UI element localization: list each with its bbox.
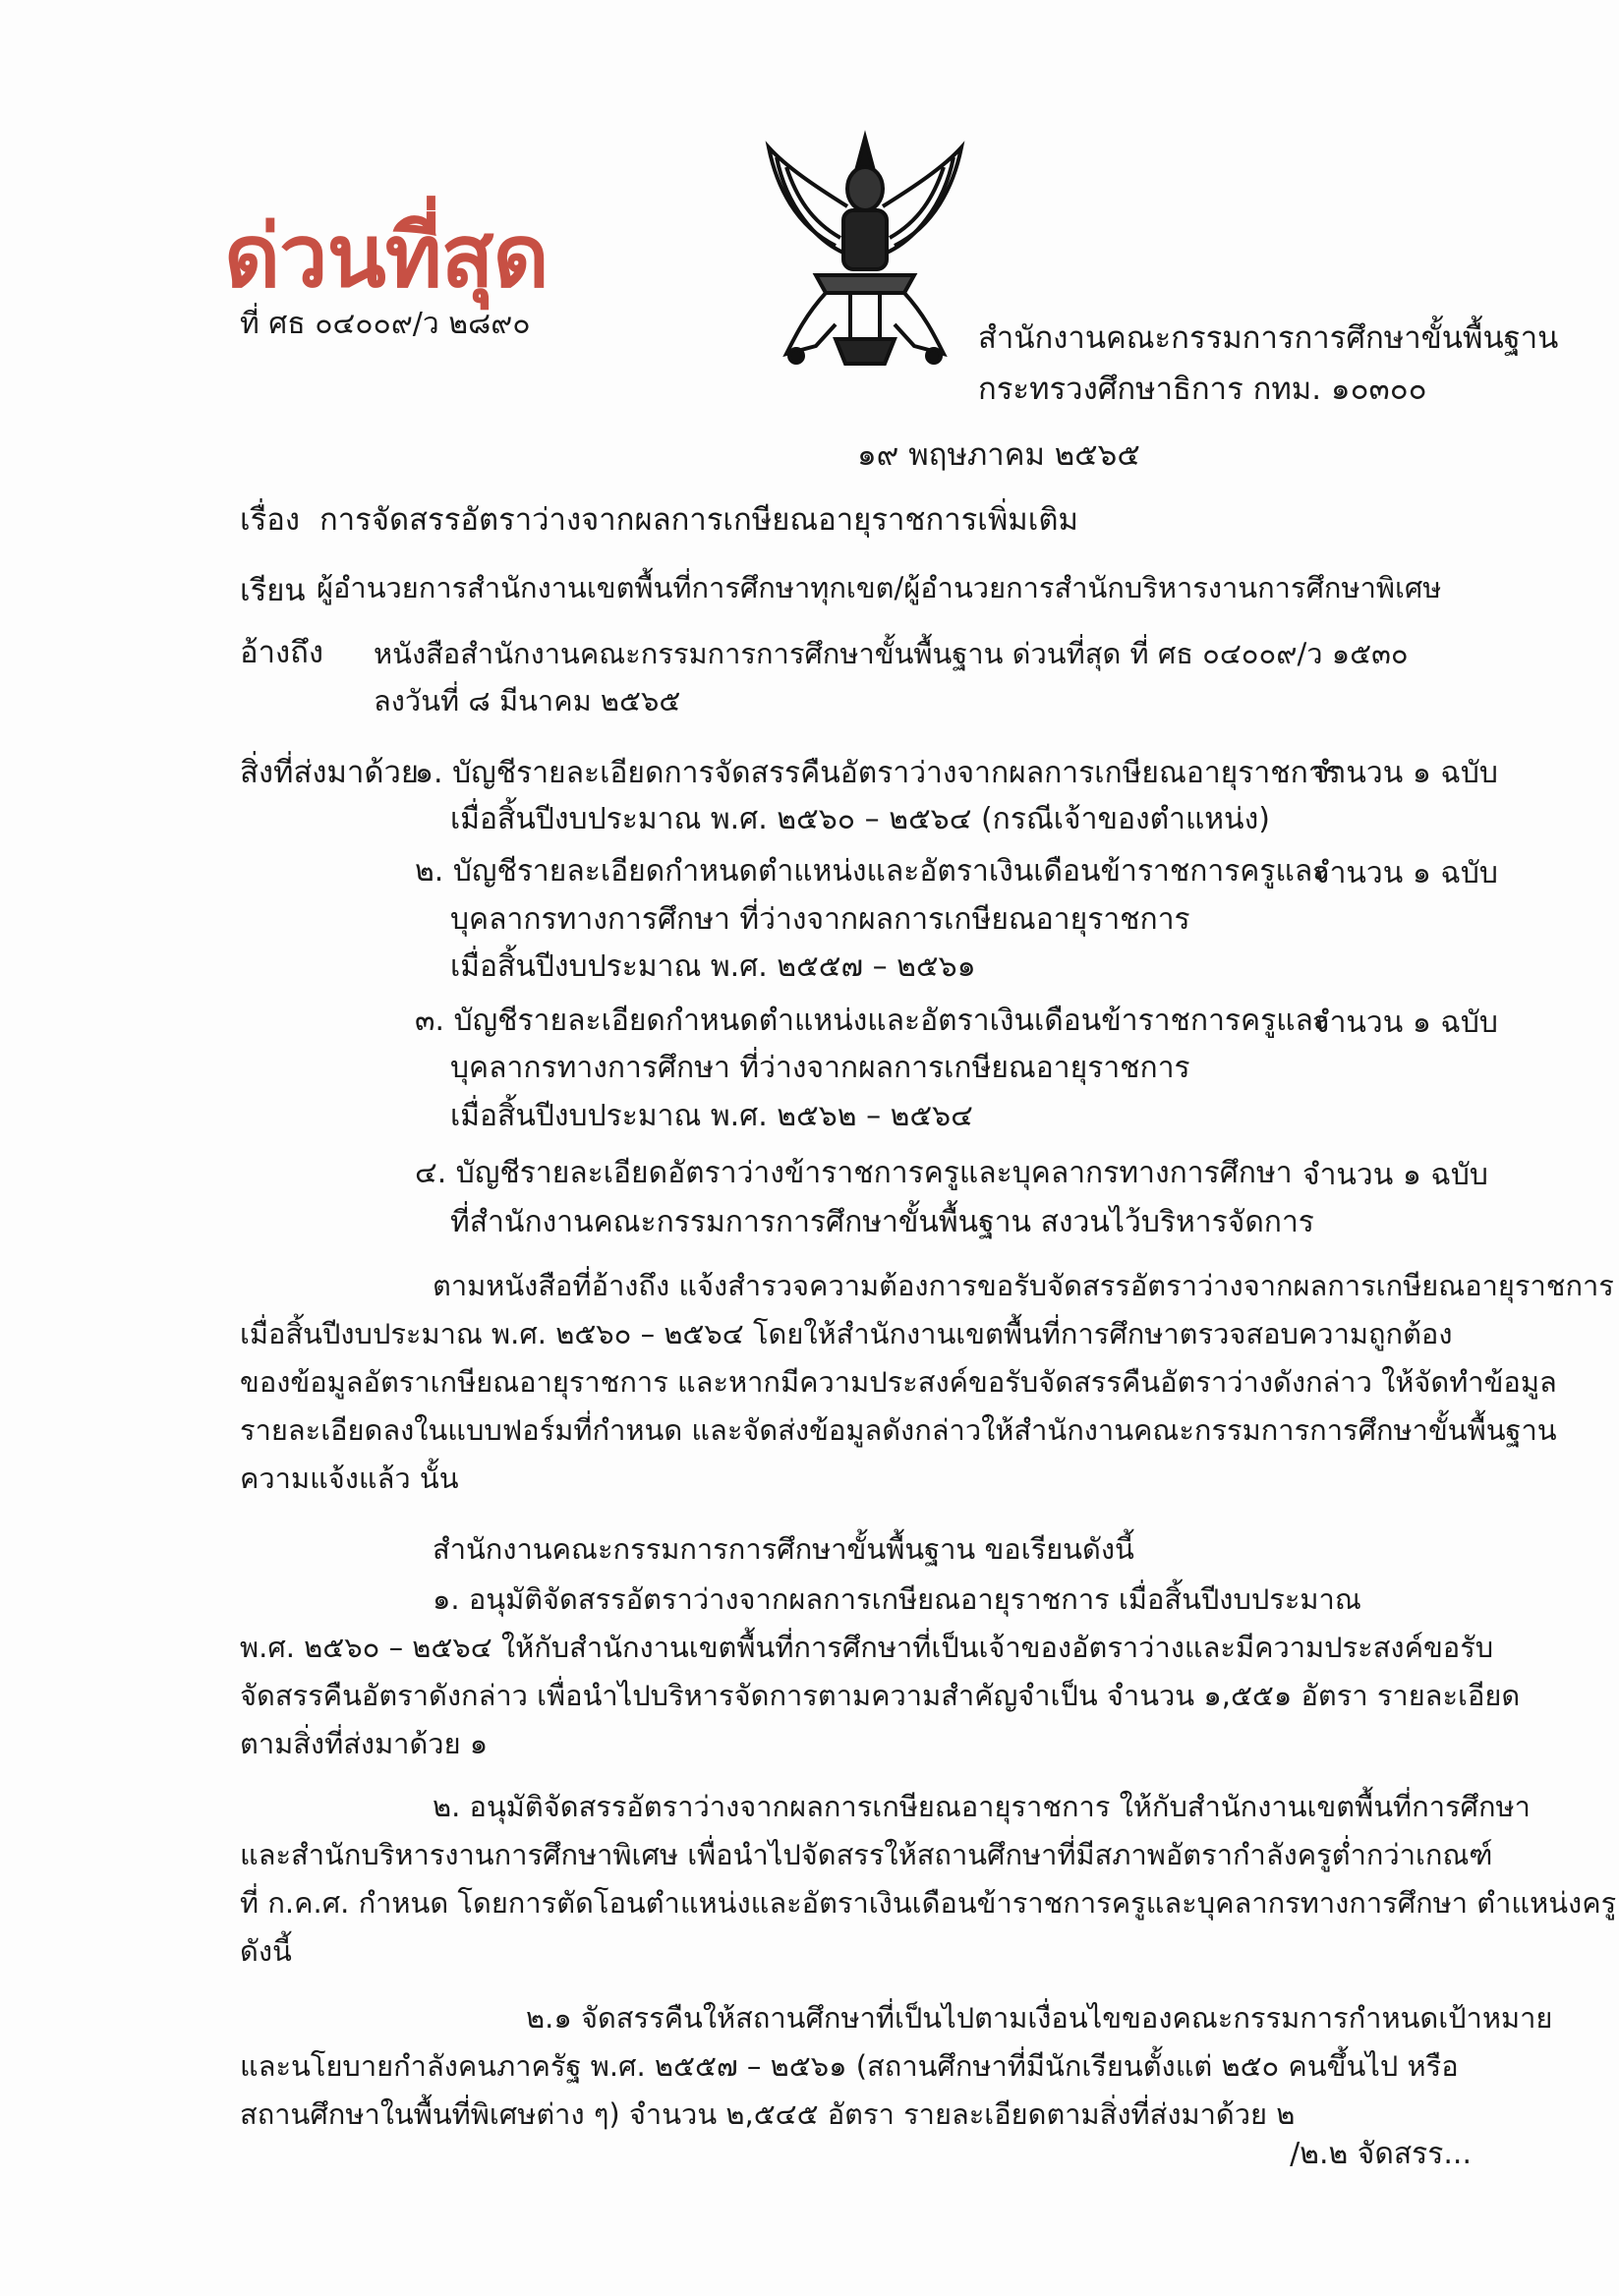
addressee-text: ผู้อำนวยการสำนักงานเขตพื้นที่การศึกษาทุกเขต/ผู้อำนวยการสำนักบริหารงานการศึกษาพิเศษ bbox=[317, 571, 1442, 604]
body-line: ๑. อนุมัติจัดสรรอัตราว่างจากผลการเกษียณอายุราชการ เมื่อสิ้นปีงบประมาณ bbox=[433, 1582, 1361, 1616]
body-line: ๒. อนุมัติจัดสรรอัตราว่างจากผลการเกษียณอายุราชการ ให้กับสำนักงานเขตพื้นที่การศึกษา bbox=[433, 1790, 1531, 1823]
enclosure-line: เมื่อสิ้นปีงบประมาณ พ.ศ. ๒๕๕๗ – ๒๕๖๑ bbox=[450, 949, 976, 984]
garuda-emblem-icon bbox=[757, 128, 973, 373]
enclosure-line: บุคลากรทางการศึกษา ที่ว่างจากผลการเกษียณอายุราชการ bbox=[450, 902, 1190, 937]
enclosure-quantity: จำนวน ๑ ฉบับ bbox=[1312, 756, 1498, 790]
body-line: สถานศึกษาในพื้นที่พิเศษต่าง ๆ) จำนวน ๒,๕๔๕ อัตรา รายละเอียดตามสิ่งที่ส่งมาด้วย ๒ bbox=[240, 2097, 1296, 2131]
enclosure-line: ๒. บัญชีรายละเอียดกำหนดตำแหน่งและอัตราเงินเดือนข้าราชการครูและ bbox=[415, 854, 1329, 889]
reference-line: หนังสือสำนักงานคณะกรรมการการศึกษาขั้นพื้นฐาน ด่วนที่สุด ที่ ศธ ๐๔๐๐๙/ว ๑๕๓๐ bbox=[374, 637, 1409, 670]
page-catchword: /๒.๒ จัดสรร... bbox=[1290, 2137, 1472, 2171]
enclosure-line: ๑. บัญชีรายละเอียดการจัดสรรคืนอัตราว่างจากผลการเกษียณอายุราชการ bbox=[415, 756, 1341, 790]
enclosure-line: เมื่อสิ้นปีงบประมาณ พ.ศ. ๒๕๖๒ – ๒๕๖๔ bbox=[450, 1099, 973, 1133]
enclosure-line: ๓. บัญชีรายละเอียดกำหนดตำแหน่งและอัตราเงินเดือนข้าราชการครูและ bbox=[415, 1004, 1330, 1038]
agency-address: กระทรวงศึกษาธิการ กทม. ๑๐๓๐๐ bbox=[978, 372, 1427, 407]
body-line: ของข้อมูลอัตราเกษียณอายุราชการ และหากมีความประสงค์ขอรับจัดสรรคืนอัตราว่างดังกล่าว ให้จัดทำข้อมูล bbox=[240, 1365, 1557, 1399]
enclosure-quantity: จำนวน ๑ ฉบับ bbox=[1312, 1005, 1498, 1040]
agency-name: สำนักงานคณะกรรมการการศึกษาขั้นพื้นฐาน bbox=[978, 320, 1559, 356]
body-line: ดังนี้ bbox=[240, 1934, 292, 1968]
body-line: ตามสิ่งที่ส่งมาด้วย ๑ bbox=[240, 1727, 489, 1760]
enclosure-line: ที่สำนักงานคณะกรรมการการศึกษาขั้นพื้นฐาน สงวนไว้บริหารจัดการ bbox=[450, 1205, 1314, 1239]
enclosure-quantity: จำนวน ๑ ฉบับ bbox=[1302, 1158, 1488, 1192]
body-line: ที่ ก.ค.ศ. กำหนด โดยการตัดโอนตำแหน่งและอัตราเงินเดือนข้าราชการครูและบุคลากรทางการศึกษา ตำแหน่งครู bbox=[240, 1886, 1617, 1920]
enclosure-line: เมื่อสิ้นปีงบประมาณ พ.ศ. ๒๕๖๐ – ๒๕๖๔ (กรณีเจ้าของตำแหน่ง) bbox=[450, 802, 1270, 836]
document-date: ๑๙ พฤษภาคม ๒๕๖๕ bbox=[857, 437, 1140, 473]
body-line: ความแจ้งแล้ว นั้น bbox=[240, 1462, 459, 1495]
body-line: และนโยบายกำลังคนภาครัฐ พ.ศ. ๒๕๕๗ – ๒๕๖๑ (สถานศึกษาที่มีนักเรียนตั้งแต่ ๒๕๐ คนขึ้นไป หรือ bbox=[240, 2049, 1459, 2083]
enclosures-label: สิ่งที่ส่งมาด้วย bbox=[240, 755, 420, 790]
document-number: ที่ ศธ ๐๔๐๐๙/ว ๒๘๙๐ bbox=[240, 307, 531, 341]
body-lead: สำนักงานคณะกรรมการการศึกษาขั้นพื้นฐาน ขอเรียนดังนี้ bbox=[433, 1532, 1134, 1566]
reference-label: อ้างถึง bbox=[240, 635, 324, 670]
body-line: ตามหนังสือที่อ้างถึง แจ้งสำรวจความต้องการขอรับจัดสรรอัตราว่างจากผลการเกษียณอายุราชการ bbox=[433, 1269, 1614, 1302]
subject-text: การจัดสรรอัตราว่างจากผลการเกษียณอายุราชการเพิ่มเติม bbox=[319, 502, 1078, 538]
body-line: รายละเอียดลงในแบบฟอร์มที่กำหนด และจัดส่งข้อมูลดังกล่าวให้สำนักงานคณะกรรมการการศึกษาขั้นพื้นฐาน bbox=[240, 1413, 1557, 1447]
body-line: พ.ศ. ๒๕๖๐ – ๒๕๖๔ ให้กับสำนักงานเขตพื้นที่การศึกษาที่เป็นเจ้าของอัตราว่างและมีความประสงค์ขอรับ bbox=[240, 1631, 1494, 1664]
body-line: และสำนักบริหารงานการศึกษาพิเศษ เพื่อนำไปจัดสรรให้สถานศึกษาที่มีสภาพอัตรากำลังครูต่ำกว่าเกณฑ์ bbox=[240, 1838, 1493, 1871]
addressee-label: เรียน bbox=[240, 573, 306, 608]
enclosure-line: ๔. บัญชีรายละเอียดอัตราว่างข้าราชการครูและบุคลากรทางการศึกษา bbox=[415, 1156, 1293, 1190]
enclosure-quantity: จำนวน ๑ ฉบับ bbox=[1312, 856, 1498, 890]
enclosure-line: บุคลากรทางการศึกษา ที่ว่างจากผลการเกษียณอายุราชการ bbox=[450, 1051, 1190, 1085]
subject-label: เรื่อง bbox=[240, 502, 301, 538]
body-line: จัดสรรคืนอัตราดังกล่าว เพื่อนำไปบริหารจัดการตามความสำคัญจำเป็น จำนวน ๑,๕๕๑ อัตรา รายละเอียด bbox=[240, 1679, 1521, 1712]
urgency-stamp: ด่วนที่สุด bbox=[224, 205, 549, 307]
reference-line: ลงวันที่ ๘ มีนาคม ๒๕๖๕ bbox=[374, 684, 681, 718]
body-line: เมื่อสิ้นปีงบประมาณ พ.ศ. ๒๕๖๐ – ๒๕๖๔ โดยให้สำนักงานเขตพื้นที่การศึกษาตรวจสอบความถูกต้อง bbox=[240, 1317, 1453, 1350]
body-line: ๒.๑ จัดสรรคืนให้สถานศึกษาที่เป็นไปตามเงื่อนไขของคณะกรรมการกำหนดเป้าหมาย bbox=[526, 2001, 1553, 2035]
